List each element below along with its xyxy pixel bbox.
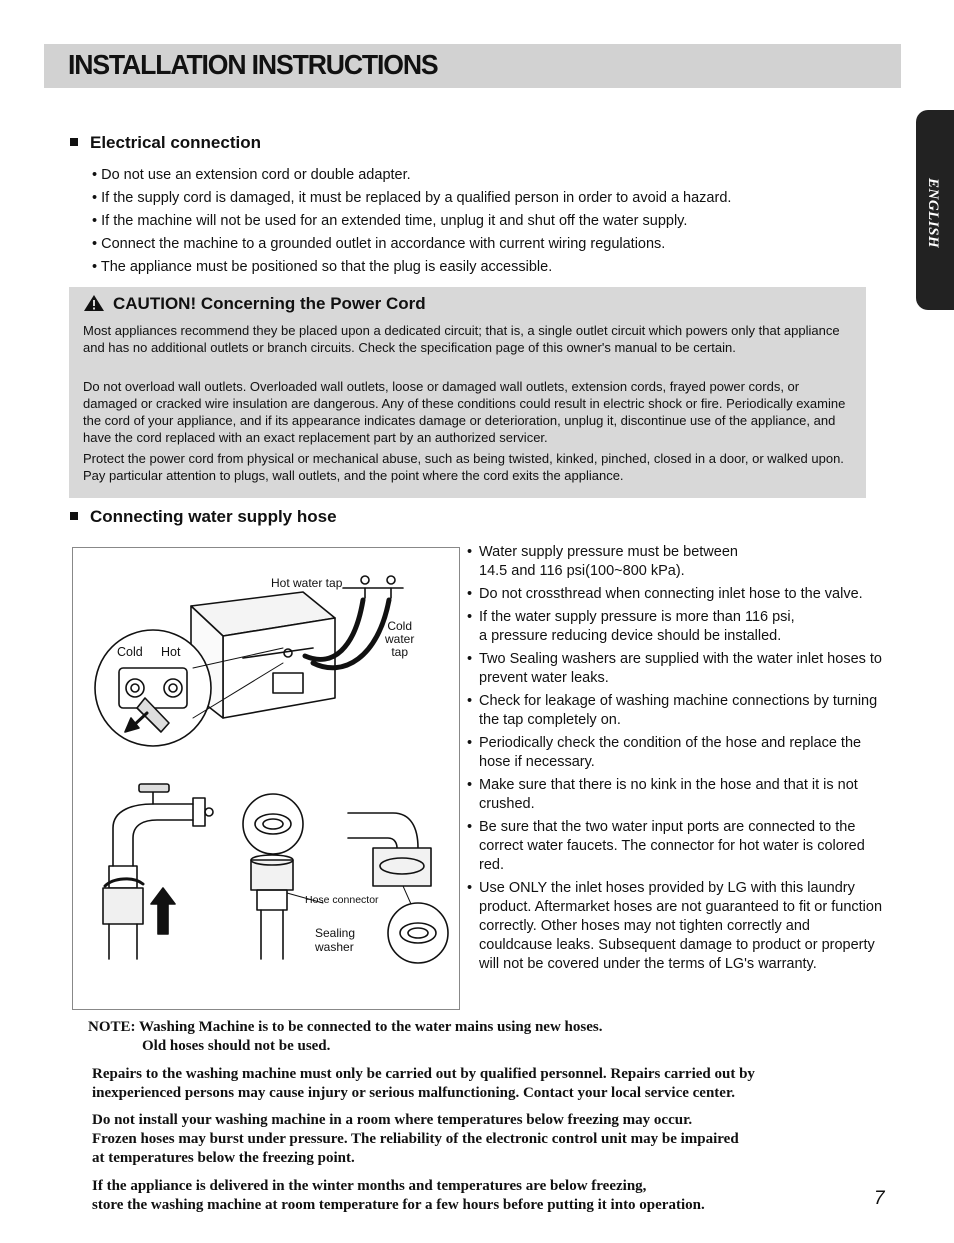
warning-paragraph: Do not install your washing machine in a room where temperatures below freezing may occur. Frozen hoses may burst under pressure. The reliability of the electronic control unit may be impaired at temperatures below the freezing point. xyxy=(92,1112,739,1166)
square-bullet-icon xyxy=(70,138,78,146)
warning-paragraph: Repairs to the washing machine must only be carried out by qualified personnel. Repairs carried out by inexperienced persons may cause injury or serious malfunctioning. Contact your local service center. xyxy=(92,1066,755,1101)
hose-installation-figure xyxy=(72,547,460,1010)
water-hose-heading: Connecting water supply hose xyxy=(70,507,337,527)
caution-paragraph: Most appliances recommend they be placed upon a dedicated circuit; that is, a single outlet circuit which powers only that appliance and has no additional outlets or branch circuits. Check the specification page of this owner's manual to be certain. xyxy=(83,323,840,355)
list-item: • Do not crossthread when connecting inlet hose to the valve. xyxy=(467,586,863,602)
cold-label: Cold xyxy=(117,645,143,659)
note-line-1: NOTE: Washing Machine is to be connected to the water mains using new hoses. xyxy=(88,1019,603,1035)
language-tab xyxy=(916,110,954,310)
list-item: • If the supply cord is damaged, it must be replaced by a qualified person in order to avoid a hazard. xyxy=(92,190,732,206)
list-item: • Check for leakage of washing machine connections by turning the tap completely on. xyxy=(467,693,878,728)
note-line-2: Old hoses should not be used. xyxy=(142,1038,331,1054)
electrical-bullet-list xyxy=(92,164,872,279)
square-bullet-icon xyxy=(70,512,78,520)
list-item: • Connect the machine to a grounded outlet in accordance with current wiring regulations. xyxy=(92,236,666,252)
caution-heading: CAUTION! Concerning the Power Cord xyxy=(83,294,426,314)
language-tab-label: ENGLISH xyxy=(925,178,941,249)
hose-installation-diagram xyxy=(73,548,459,1009)
list-item: • Water supply pressure must be between 14.5 and 116 psi(100~800 kPa). xyxy=(467,544,738,579)
list-item: • Use ONLY the inlet hoses provided by LG with this laundry product. Aftermarket hoses are not guaranteed to fit or function correctly. Other hoses may not tighten correctly and couldcause leaks. Subsequent damage to product or property will not be covered under the terms of LG's warranty. xyxy=(467,880,883,972)
caution-paragraph: Protect the power cord from physical or mechanical abuse, such as being twisted, kinked, pinched, closed in a door, or walked upon. Pay particular attention to plugs, wall outlets, and the point where the cord exits the appliance. xyxy=(83,451,844,483)
page-number: 7 xyxy=(874,1188,885,1209)
list-item: • Be sure that the two water input ports are connected to the correct water faucets. The connector for hot water is colored red. xyxy=(467,819,865,873)
page-title: INSTALLATION INSTRUCTIONS xyxy=(68,49,438,80)
list-item: • The appliance must be positioned so that the plug is easily accessible. xyxy=(92,259,553,275)
list-item: • Do not use an extension cord or double adapter. xyxy=(92,167,411,183)
warning-paragraph: If the appliance is delivered in the winter months and temperatures are below freezing, store the washing machine at room temperature for a few hours before putting it into operation. xyxy=(92,1178,705,1213)
hot-water-tap-label: Hot water tap xyxy=(271,576,343,590)
caution-box xyxy=(69,287,866,498)
hose-connector-label: Hose connector xyxy=(305,894,379,906)
sealing-washer-label: Sealing washer xyxy=(315,926,356,954)
caution-paragraph: Do not overload wall outlets. Overloaded wall outlets, loose or damaged wall outlets, extension cords, frayed power cords, or damaged or cracked wire insulation are dangerous. Any of these conditions could result in electric shock or fire. Periodically examine the cord of your appliance, and if its appearance indicates damage or deterioration, unplug it, discontinue use of the appliance, and have the cord replaced with an exact replacement part by an authorized servicer. xyxy=(83,379,846,445)
cold-water-tap-label: Cold water tap xyxy=(385,619,415,659)
warning-triangle-icon xyxy=(83,294,105,312)
water-hose-bullet-list xyxy=(467,543,887,978)
list-item: • Two Sealing washers are supplied with the water inlet hoses to prevent water leaks. xyxy=(467,651,882,686)
list-item: • Make sure that there is no kink in the hose and that it is not crushed. xyxy=(467,777,858,812)
hot-label: Hot xyxy=(161,645,181,659)
list-item: • If the water supply pressure is more than 116 psi, a pressure reducing device should be installed. xyxy=(467,609,795,644)
electrical-heading: Electrical connection xyxy=(70,133,261,153)
list-item: • Periodically check the condition of the hose and replace the hose if necessary. xyxy=(467,735,862,770)
list-item: • If the machine will not be used for an extended time, unplug it and shut off the water supply. xyxy=(92,213,688,229)
